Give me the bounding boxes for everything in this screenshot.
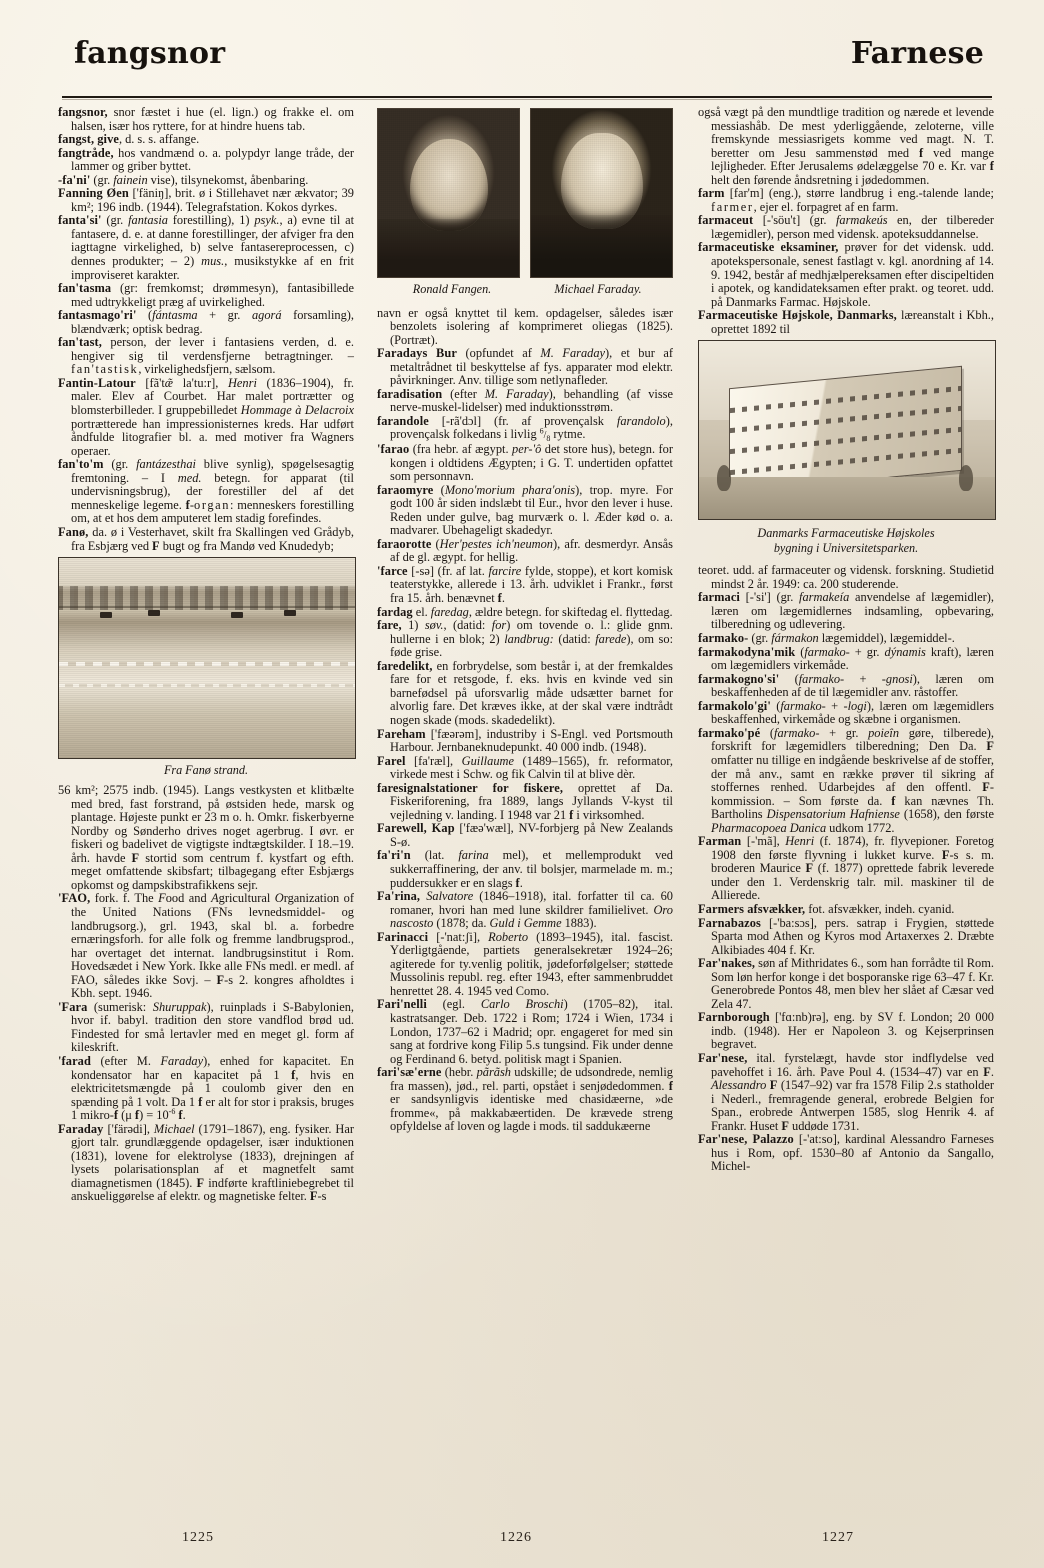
column-3 <box>698 106 994 1496</box>
dictionary-entry-fareham: Fareham ['fæərəm], industriby i S-Engl. ved Portsmouth Harbour. Jernbaneknudepunkt. 40 000 indb. (1948). <box>377 726 673 755</box>
building-caption-line-2: bygning i Universitetsparken. <box>773 540 919 555</box>
dictionary-entry-farnakes: Far'nakes, søn af Mithridates 6., som han forrådte til Rom. Som løn herfor konge i det bosporanske rige 63–47 f. Kr. Generobrede Pontos 48, men blev her slået af Cæsar ved Zela 47. <box>698 956 994 1011</box>
tree-2 <box>959 465 973 491</box>
portrait-pair <box>377 108 673 278</box>
building-photo-caption <box>698 526 994 555</box>
entries-col1-bottom <box>58 784 354 1204</box>
dictionary-entry-farandole: farandole [-rã'dɔl] (fr. af provençalsk farandolo), provençalsk folkedans i livlig $^6/_8$ rytme. <box>377 413 673 444</box>
dictionary-entry-farnabazos: Farnabazos [-'ba:sɔs], pers. satrap i Frygien, støttede Sparta mod Athen og Kyros mod Artaxerxes 2. Dræbte Alkibiades 404 f. Kr. <box>698 915 994 957</box>
ground-region <box>699 477 995 520</box>
folio-middle: 1226 <box>500 1530 532 1545</box>
caption-michael-faraday: Michael Faraday. <box>554 282 642 296</box>
running-head-right: Farnese <box>850 36 984 71</box>
building-caption-line-1: Danmarks Farmaceutiske Højskoles <box>757 526 935 541</box>
dictionary-entry-farmaci: farmaci [-'si'] (gr. farmakeía anvendelse af lægemidler), læren om lægemidlernes indsamling, opbevaring, tilberedning og udlevering. <box>698 590 994 632</box>
dictionary-entry-farel: Farel [fa'ræl], Guillaume (1489–1565), fr. reformator, virkede mest i Schw. og fik Calvin til at blive dèr. <box>377 753 673 782</box>
dictionary-entry-farmako: farmako- (gr. fármakon lægemiddel), lægemiddel-. <box>698 631 955 646</box>
dictionary-entry-farisaeerne: fari'sæ'erne (hebr. pãrãsh udskille; de udsondrede, nemlig fra massen), jød., rel. parti, opstået i senjødedommen. f er sandsynligvis identiske med chasidæerne, »de fromme«, på makkabæertiden. De krævede streng opfyldelse af loven og lagde i mods. til saddukæerne <box>377 1065 673 1134</box>
dictionary-entry-farnese: Far'nese, ital. fyrstelægt, havde stor indflydelse ved pavehoffet i 16. årh. Pave Poul 4. (1534–47) var en F. Alessandro F (1547–92) var fra 1578 Filip 2.s statholder i Nederl., fremragende general, erobrede Belgien for Span., erobrede Antwerpen 1585, slog Henrik 4. af Frankr. Huset F uddøde 1731. <box>698 1050 994 1133</box>
dictionary-entry-faredelikt: faredelikt, en forbrydelse, som består i, at der fremkaldes fare for et retsgode, f. eks. hvis en kvinde ved sin barnefødsel på uforsvarlig måde udsætter barnet for alvorlig fare. Det kræves ikke, at der skal være indtrådt nogen skade (mods. skadedelikt). <box>377 658 673 727</box>
dictionary-entry-fantasma: fan'tasma (gr: fremkomst; drømmesyn), fantasibillede med udtrykkeligt præg af uvirkelighed. <box>58 281 354 309</box>
figure-fanoe-beach <box>58 557 354 777</box>
dictionary-entry-farewell-kap: Farewell, Kap ['fæə'wæl], NV-forbjerg på New Zealands S-ø. <box>377 821 673 849</box>
running-head-left: fangsnor <box>74 36 226 71</box>
beach-photo-caption: Fra Fanø strand. <box>163 763 249 778</box>
dictionary-entry-farao: 'farao (fra hebr. af ægypt. per-'ô det store hus), betegn. for kongen i oldtidens Ægypten; i G. T. undertiden opfattet som personnavn. <box>377 442 673 484</box>
portrait-michael-faraday <box>530 108 673 278</box>
dictionary-entry-farmaceutiske-hoejskole: Farmaceutiske Højskole, Danmarks, læreanstalt i Kbh., oprettet 1892 til <box>698 308 994 336</box>
dictionary-entry-farman: Farman [-'mã], Henri (f. 1874), fr. flyvepioner. Foretog 1908 den første flyvning i lukket kurve. F-s s. m. broderen Maurice F (f. 1877) oprettede fabrik leverede under den 1. Verdenskrig talr. mil. maskiner til de Allierede. <box>698 834 995 903</box>
building-block <box>729 366 962 494</box>
dictionary-entry-farmakognosi: farmakogno'si' (farmako- + -gnosi), læren om beskaffenheden af de til lægemidler anv. råstoffer. <box>698 671 995 700</box>
dictionary-entry-farnborough: Farnborough ['fɑ:nb)rə], eng. by SV f. London; 20 000 indb. (1948). Her er Napoleon 3. og Kejserprinsen begravet. <box>698 1010 994 1052</box>
dictionary-entry-fara: 'Fara (sumerisk: Shuruppak), ruinplads i S-Babylonien, hvor if. babyl. tradition den store vandflod brød ud. Findested for små lertavler med en meget gl. form af kileskrift. <box>58 999 355 1055</box>
dictionary-entry-faraomyre: faraomyre (Mono'morium phara'onis), trop. myre. For godt 100 år siden indslæbt til Eur., hvor den lever i huse. Reden under gulve, bag murværk o. l. Æder kød o. a. madvarer. Ubehageligt skadedyr. <box>377 482 673 538</box>
dictionary-entry-farisaeerne-cont: også vægt på den mundtlige tradition og nærede et levende messiashåb. De mest yderliggående, zeloterne, ville fremskynde messiasrigets komme ved magt. N. T. beretter om Jesu sammenstød med f ved mange lejligheder. Efter Jerusalems ødelæggelse 70 e. Kr. var f helt den førende åndsretning i jødedommen. <box>698 105 994 187</box>
dictionary-entry-fantasmagori: fantasmago'ri' (fántasma + gr. agorá forsamling), blændværk; optisk bedrag. <box>58 308 355 336</box>
dictionary-entry-fantin-latour: Fantin-Latour [fã'tæ̃ la'tu:r], Henri (1836–1904), fr. maler. Elev af Courbet. Har malet portrætter og blomsterbilleder. I gruppebilledet Hommage à Delacroix portrætterede han impressionisternes kreds. Har udført åndfulde litografier bl. a. med motiver fra Wagners operaer. <box>58 375 354 458</box>
dictionary-entry-fanning-oeen: Fanning Øen ['fäniŋ], brit. ø i Stillehavet nær ækvator; 39 km²; 196 indb. (1944). Telegrafstation. Kokos dyrkes. <box>58 186 355 214</box>
dictionary-entry-farmers-afsvaekker: Farmers afsvækker, fot. afsvækker, indeh. cyanid. <box>698 901 955 916</box>
dictionary-entry-fao: 'FAO, fork. f. The Food and Agricultural Organization of the United Nations (FNs levnedsmiddel- og landbrugsorg.), grl. 1943, skal bl. a. forbedre ernæringsforh. for alle folk og fremme landbrugsprod., har overtaget det internat. landbrugsinstitut i Rom. Hovedsædet i New York. Ikke alle FNs medl. er medl. af FAO, således ikke Sovj. – F-s 2. kongres afholdtes i Kbh. sept. 1946. <box>58 891 354 1001</box>
folio-right: 1227 <box>822 1530 854 1545</box>
film-grain <box>531 109 672 277</box>
column-1 <box>58 106 354 1496</box>
film-grain <box>59 558 355 758</box>
dictionary-entry-fantasi: fanta'si' (gr. fantasia forestilling), 1) psyk., a) evne til at fantasere, d. e. at danne forestillinger, der afviger fra den iagttagne virkelighed, b) selve fantasereprocessen, c) dennes produkter; – 2) mus., musikstykke af en frit improviseret karakter. <box>58 213 355 282</box>
dictionary-entry-farad: 'farad (efter M. Faraday), enhed for kapacitet. En kondensator har en kapacitet på 1 f, hvis en elektricitetsmængde på 1 coulomb giver den en spænding på 1 volt. Da 1 f er alt for stor i praksis, bruges 1 mikro-f (μ $f) = 10^{-6}$ f. <box>58 1053 354 1123</box>
header-rule <box>62 96 992 98</box>
entries-col3-top <box>698 106 994 336</box>
dictionary-entry-farce: 'farce [-sə] (fr. af lat. farcire fylde, stoppe), et kort komisk teaterstykke, allerede i 13. årh. udviklet i Frankr., først fra 15. årh. benævnet f. <box>377 563 673 606</box>
dictionary-entry-farnese-palazzo: Far'nese, Palazzo [-'at:so], kardinal Alessandro Farneses hus i Rom, opf. 1530–80 af Antonio da Sangallo, Michel- <box>698 1132 994 1174</box>
dictionary-entry-fanoe-cont: 56 km²; 2575 indb. (1945). Langs vestkysten et klitbælte med bred, fast forstrand, på østsiden hede, marsk og plantage. Højeste punkt er 23 m o. h. Omkr. fiskerbyerne Nordby og Sønderho drives noget agerbrug. I øvr. er fiskeri og badelivet de vigtigste indtægtskilder. I 18.–19. årh. havde F stortid som centrum f. kystfart og efth. meget omfattende skibsfart; tilbagegang efter Esbjærgs opkomst og dampskibstrafikkens sejr. <box>58 783 355 892</box>
dictionary-entry-farin: fa'ri'n (lat. farina mel), et mellemprodukt ved sukkerraffinering, der anv. til bolsjer, marmelade m. m.; puddersukker er en slags f. <box>377 848 673 890</box>
dictionary-entry-fanoe: Fanø, da. ø i Vesterhavet, skilt fra Skallingen ved Grådyb, fra Esbjærg ved F bugt og fra Mandø ved Knudedyb; <box>58 524 354 553</box>
dictionary-entry-fantom: fan'to'm (gr. fantázesthai blive synlig), spøgelsesagtig fremtoning. – I med. betegn. for apparat (til undervisningsbrug), der forestiller del af det menneskelige legeme. f-organ: menneskers forestilling om, at et hos dem amputeret lem stadig forefindes. <box>58 457 355 526</box>
dictionary-entry-hoejskole-cont: teoret. udd. af farmaceuter og vidensk. forskning. Studietid mindst 2 år. 1949: ca. 200 studerende. <box>698 563 994 591</box>
dictionary-entry-farmakologi: farmakolo'gi' (farmako- + -logi), læren om lægemidlers beskaffenhed, virkemåde og skæbne i organismen. <box>698 698 995 727</box>
dictionary-entry-fare: fare, 1) søv., (datid: for) om tovende o. l.: glide gnm. hullerne i en blok; 2) landbrug: (datid: farede), om so: føde grise. <box>377 618 674 660</box>
dictionary-entry-farmaceutiske-eksaminer: farmaceutiske eksaminer, prøver for det vidensk. udd. apotekspersonale, senest fastlagt v. kgl. anordning af 14. 9. 1942, består af medhjælpereksamen efter discipeltiden i apotek, og kandidateksamen efter prakt. og teoret. udd. på Danmarks Farmac. Højskole. <box>698 240 994 309</box>
folio-left: 1225 <box>182 1530 214 1545</box>
dictionary-entry-faraorotte: faraorotte (Her'pestes ich'neumon), afr. desmerdyr. Ansås af de gl. ægypt. for hellig. <box>377 536 674 565</box>
running-head <box>62 36 992 96</box>
portrait-captions <box>379 283 671 297</box>
dictionary-entry-faraday-cont: navn er også knyttet til kem. opdagelser, således især benzolets isolering af komprimeret oliegas (1825). (Portræt). <box>377 305 673 347</box>
dictionary-entry-farm: farm [far'm] (eng.), større landbrug i eng.-talende lande; farmer, ejer el. forpagret af en farm. <box>698 186 994 214</box>
dictionary-entry-farinacci: Farinacci [-'nat:ʃi], Roberto (1893–1945), ital. fascist. Yderligtgående, partiets generalsekretær 1924–26; agiterede for ty.venlig politik, jødeforfølgelser; støttede Mussolinis republ. reg. efter 1943, efter sammenbruddet henrettet 28. 4. 1945 ved Como. <box>377 929 674 998</box>
dictionary-entry-farmakodynamik: farmakodyna'mik (farmako- + gr. dýnamis kraft), læren om lægemidlers virkemåde. <box>698 644 995 673</box>
beach-photo <box>58 557 356 759</box>
dictionary-entry-fangtraade: fangtråde, hos vandmænd o. a. polypdyr lange tråde, der lammer og griber byttet. <box>58 145 354 174</box>
caption-ronald-fangen: Ronald Fangen. <box>412 282 492 296</box>
column-2 <box>377 106 673 1496</box>
dictionary-entry-fardag: fardag el. faredag, ældre betegn. for skiftedag el. flyttedag. <box>377 604 673 619</box>
film-grain <box>378 109 519 277</box>
dictionary-entry-fani: -fa'ni' (gr. fainein vise), tilsynekomst, åbenbaring. <box>58 172 309 187</box>
portrait-ronald-fangen <box>377 108 520 278</box>
dictionary-entry-faraday: Faraday ['färədi], Michael (1791–1867), eng. fysiker. Har gjort talr. grundlæggende opdagelser, især induktionen (1831), lovene for elektrolyse (1833), drejningen af lysets polarisationsplan af et magnetfelt samt diamagnetismen (1845). F indførte kraftliniebegrebet til anskueliggørelse af elektr. og magnetiske felter. F-s <box>58 1121 355 1204</box>
entries-col3-bottom <box>698 564 994 1174</box>
figure-farmaceutiske-hoejskole <box>698 340 994 555</box>
dictionary-entry-fangsnor: fangsnor, snor fæstet i hue (el. lign.) og frakke el. om halsen, især hos ryttere, for at hindre huens tab. <box>58 105 354 133</box>
building-photo <box>698 340 996 520</box>
dictionary-entry-farina: Fa'rina, Salvatore (1846–1918), ital. forfatter til ca. 60 romaner, hvori han med lune skildrer familielivet. Oro nascosto (1878; da. Guld i Gemme 1883). <box>377 889 674 931</box>
tree-1 <box>717 465 731 491</box>
dictionary-entry-farmaceut: farmaceut [-'söu't] (gr. farmakeús en, der tilbereder lægemidler), person med vidensk. apoteksuddannelse. <box>698 213 995 241</box>
column-layout <box>58 106 994 1496</box>
dictionary-entry-faradays-bur: Faradays Bur (opfundet af M. Faraday), et bur af metaltrådnet til beskyttelse af fys. apparater mod elektr. påvirkninger. Anv. tillige som netlynafleder. <box>377 346 673 388</box>
window-row-4 <box>730 447 961 474</box>
entries-col1-top <box>58 106 354 553</box>
dictionary-entry-fangst-give: fangst, give, d. s. s. affange. <box>58 132 200 147</box>
dictionary-entry-farmakope: farmako'pé (farmako- + gr. poieîn gøre, tilberede), forskrift for lægemidlers tilberedning; Den Da. F omfatter nu tillige en indgående beskrivelse af de stoffer, der må anv., samt en række prøver til sikring af stoffernes renhed. Udarbejdes af den offentl. F-kommission. – Som første da. f kan nævnes Th. Bartholins Dispensatorium Hafniense (1658), den første Pharmacopoea Danica udkom 1772. <box>698 725 995 835</box>
dictionary-entry-faradisation: faradisation (efter M. Faraday), behandling (af visse nerve-muskel-lidelser) med induktionsstrøm. <box>377 386 673 415</box>
dictionary-entry-faresignalstationer: faresignalstationer for fiskere, oprettet af Da. Fiskeriforening, fra 1889, langs Jyllands V-kyst til vejledning v. landing. I 1948 var 21 f i virksomhed. <box>377 780 673 822</box>
dictionary-entry-farinelli: Fari'nelli (egl. Carlo Broschi) (1705–82), ital. kastratsanger. Deb. 1722 i Rom; 1724 i Wien, 1734 i London, 1737–62 i Madrid; opr. engageret for med sin sang at fordrive kong Filip 5.s tungsind. Fik under denne og Ferdinand 6. betyd. politisk magt i Spanien. <box>377 997 673 1066</box>
entries-col2 <box>377 307 673 1134</box>
dictionary-entry-fantast: fan'tast, person, der lever i fantasiens verden, d. e. hengiver sig til verdensfjerne betragtninger. – fan'tastisk, virkelighedsfjern, sælsom. <box>58 335 354 377</box>
